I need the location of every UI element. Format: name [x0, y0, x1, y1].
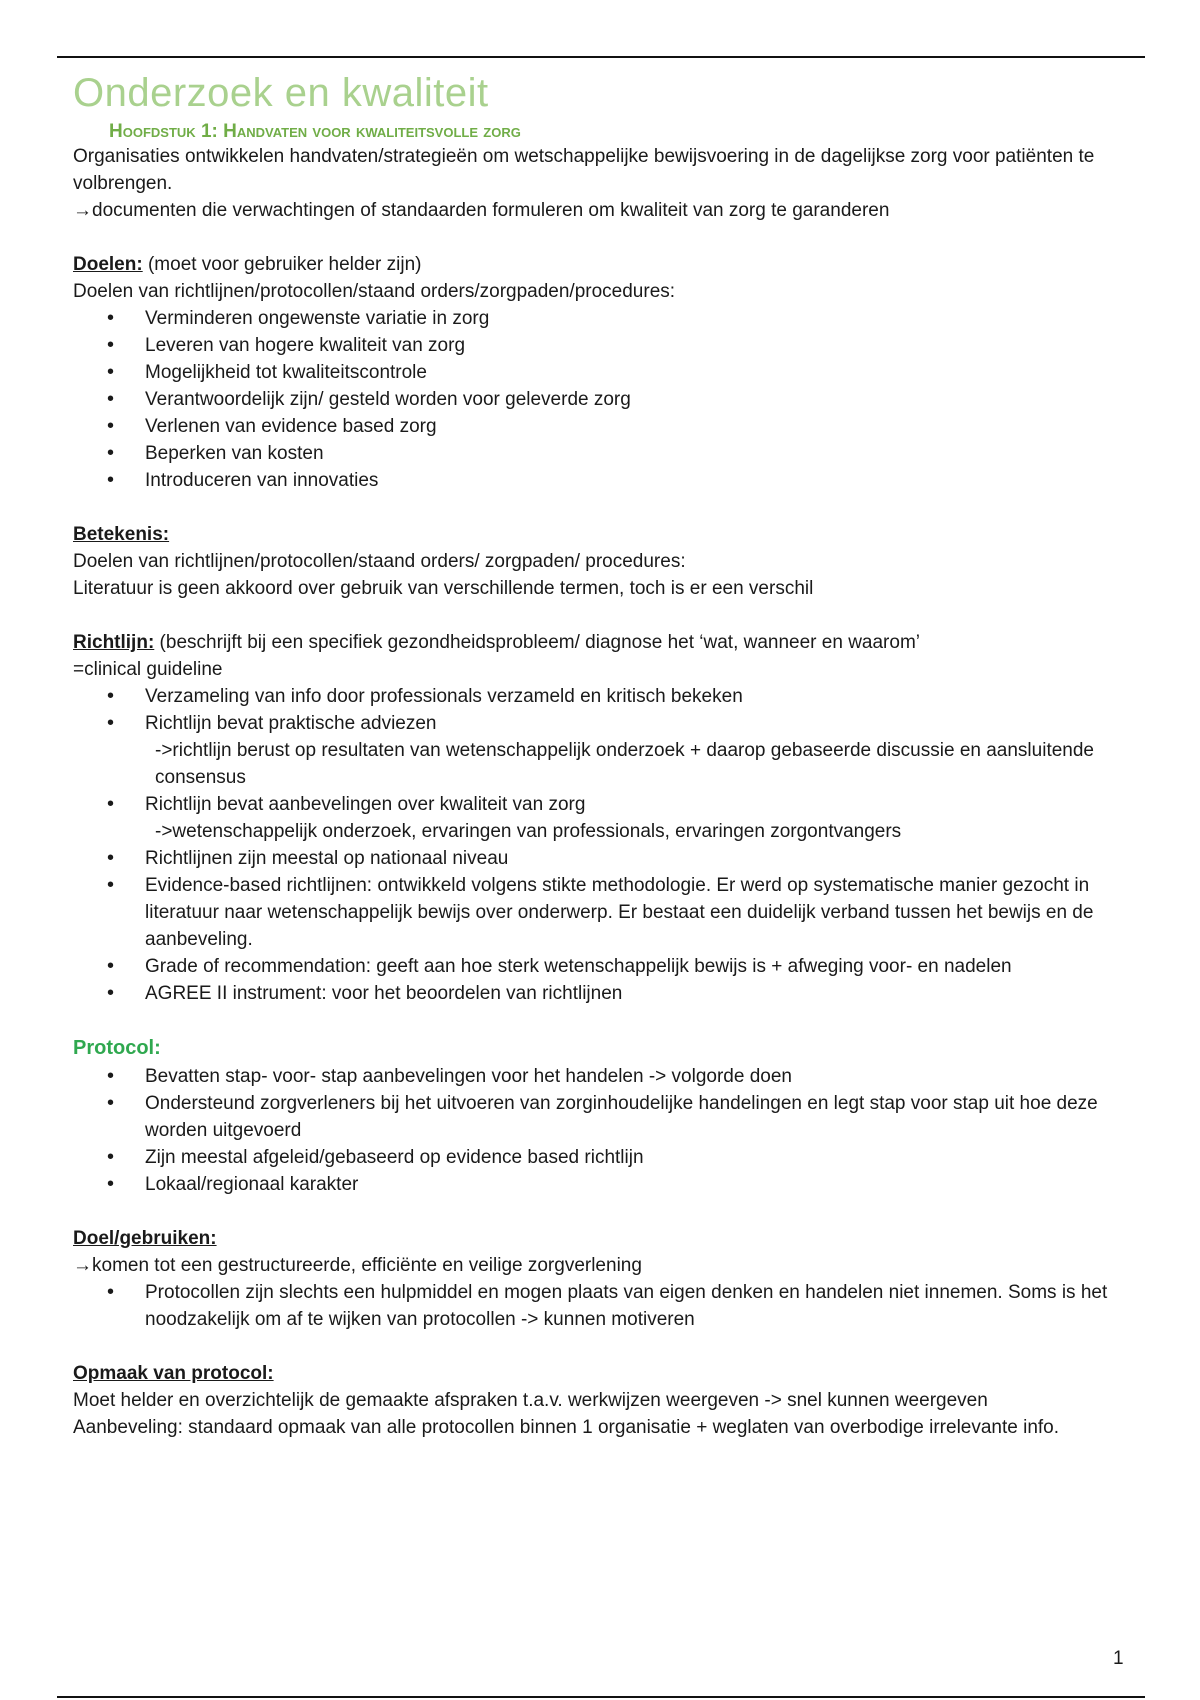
opmaak-heading: Opmaak van protocol: [73, 1363, 274, 1384]
list-item: • Grade of recommendation: geeft aan hoe sterk wetenschappelijk bewijs is + afweging voor- en nadelen [73, 953, 1133, 980]
doelen-list [73, 305, 1133, 494]
list-item: • Richtlijnen zijn meestal op nationaal niveau [73, 845, 1133, 872]
doel-gebruiken-list [73, 1279, 1133, 1333]
richtlijn-note: (beschrijft bij een specifiek gezondheidsprobleem/ diagnose het ‘wat, wanneer en waarom’ [154, 632, 920, 653]
richtlijn-heading-line [73, 629, 1133, 656]
betekenis-line: Literatuur is geen akkoord over gebruik van verschillende termen, toch is er een verschil [73, 578, 814, 599]
list-item: • Bevatten stap- voor- stap aanbevelingen voor het handelen -> volgorde doen [73, 1063, 1133, 1090]
doel-gebruiken-line: →komen tot een gestructureerde, efficiënte en veilige zorgverlening [73, 1255, 642, 1276]
intro-arrow-line: →documenten die verwachtingen of standaarden formuleren om kwaliteit van zorg te garanderen [73, 200, 890, 221]
richtlijn-list [73, 683, 1133, 1007]
list-item-sub: ->richtlijn berust op resultaten van wetenschappelijk onderzoek + daarop gebaseerde discussie en aansluitende consensus [155, 740, 1094, 788]
list-item: • AGREE II instrument: voor het beoordelen van richtlijnen [73, 980, 1133, 1007]
protocol-heading: Protocol: [73, 1037, 161, 1059]
betekenis-line: Doelen van richtlijnen/protocollen/staand orders/ zorgpaden/ procedures: [73, 551, 686, 572]
doelen-line: Doelen van richtlijnen/protocollen/staand orders/zorgpaden/procedures: [73, 281, 676, 302]
list-item: • Evidence-based richtlijnen: ontwikkeld volgens stikte methodologie. Er werd op systematische manier gezocht in literatuur naar wetenschappelijk bewijs over onderwerp. Er bestaat een duidelijk verband tussen het bewijs en de aanbeveling. [73, 872, 1133, 953]
protocol-list [73, 1063, 1133, 1198]
document-body [73, 68, 1133, 1441]
opmaak-line: Moet helder en overzichtelijk de gemaakte afspraken t.a.v. werkwijzen weergeven -> snel kunnen weergeven [73, 1390, 988, 1411]
betekenis-heading: Betekenis: [73, 524, 170, 545]
list-item: • Leveren van hogere kwaliteit van zorg [73, 332, 1133, 359]
top-rule [57, 56, 1145, 58]
list-item: • Verzameling van info door professionals verzameld en kritisch bekeken [73, 683, 1133, 710]
list-item-sub: ->wetenschappelijk onderzoek, ervaringen van professionals, ervaringen zorgontvangers [155, 821, 902, 842]
richtlijn-heading: Richtlijn: [73, 632, 155, 653]
list-item: • Zijn meestal afgeleid/gebaseerd op evidence based richtlijn [73, 1144, 1133, 1171]
list-item: • Lokaal/regionaal karakter [73, 1171, 1133, 1198]
list-item: • Richtlijn bevat praktische adviezen ->richtlijn berust op resultaten van wetenschappelijk onderzoek + daarop gebaseerde discussie en aansluitende consensus [73, 710, 1133, 791]
opmaak-line: Aanbeveling: standaard opmaak van alle protocollen binnen 1 organisatie + weglaten van overbodige irrelevante info. [73, 1417, 1060, 1438]
doelen-heading-line [73, 251, 1133, 278]
document-title: Onderzoek en kwaliteit [73, 71, 489, 115]
list-item: • Verminderen ongewenste variatie in zorg [73, 305, 1133, 332]
doelen-heading: Doelen: [73, 254, 143, 275]
list-item: • Introduceren van innovaties [73, 467, 1133, 494]
list-item: • Richtlijn bevat aanbevelingen over kwaliteit van zorg ->wetenschappelijk onderzoek, ervaringen van professionals, ervaringen zorgontvangers [73, 791, 1133, 845]
intro-paragraph: Organisaties ontwikkelen handvaten/strategieën om wetschappelijke bewijsvoering in de dagelijkse zorg voor patiënten te volbrengen. [73, 146, 1095, 194]
list-item: • Beperken van kosten [73, 440, 1133, 467]
doel-gebruiken-heading: Doel/gebruiken: [73, 1228, 217, 1249]
bottom-rule [57, 1696, 1145, 1698]
chapter-heading: Hoofdstuk 1: Handvaten voor kwaliteitsvolle zorg [109, 121, 521, 142]
list-item: • Protocollen zijn slechts een hulpmiddel en mogen plaats van eigen denken en handelen niet innemen. Soms is het noodzakelijk om af te wijken van protocollen -> kunnen motiveren [73, 1279, 1133, 1333]
list-item: • Verlenen van evidence based zorg [73, 413, 1133, 440]
page-number: 1 [1113, 1648, 1124, 1669]
richtlijn-line: =clinical guideline [73, 659, 223, 680]
list-item: • Mogelijkheid tot kwaliteitscontrole [73, 359, 1133, 386]
doelen-note: (moet voor gebruiker helder zijn) [142, 254, 422, 275]
list-item: • Ondersteund zorgverleners bij het uitvoeren van zorginhoudelijke handelingen en legt stap voor stap uit hoe deze worden uitgevoerd [73, 1090, 1133, 1144]
list-item: • Verantwoordelijk zijn/ gesteld worden voor geleverde zorg [73, 386, 1133, 413]
